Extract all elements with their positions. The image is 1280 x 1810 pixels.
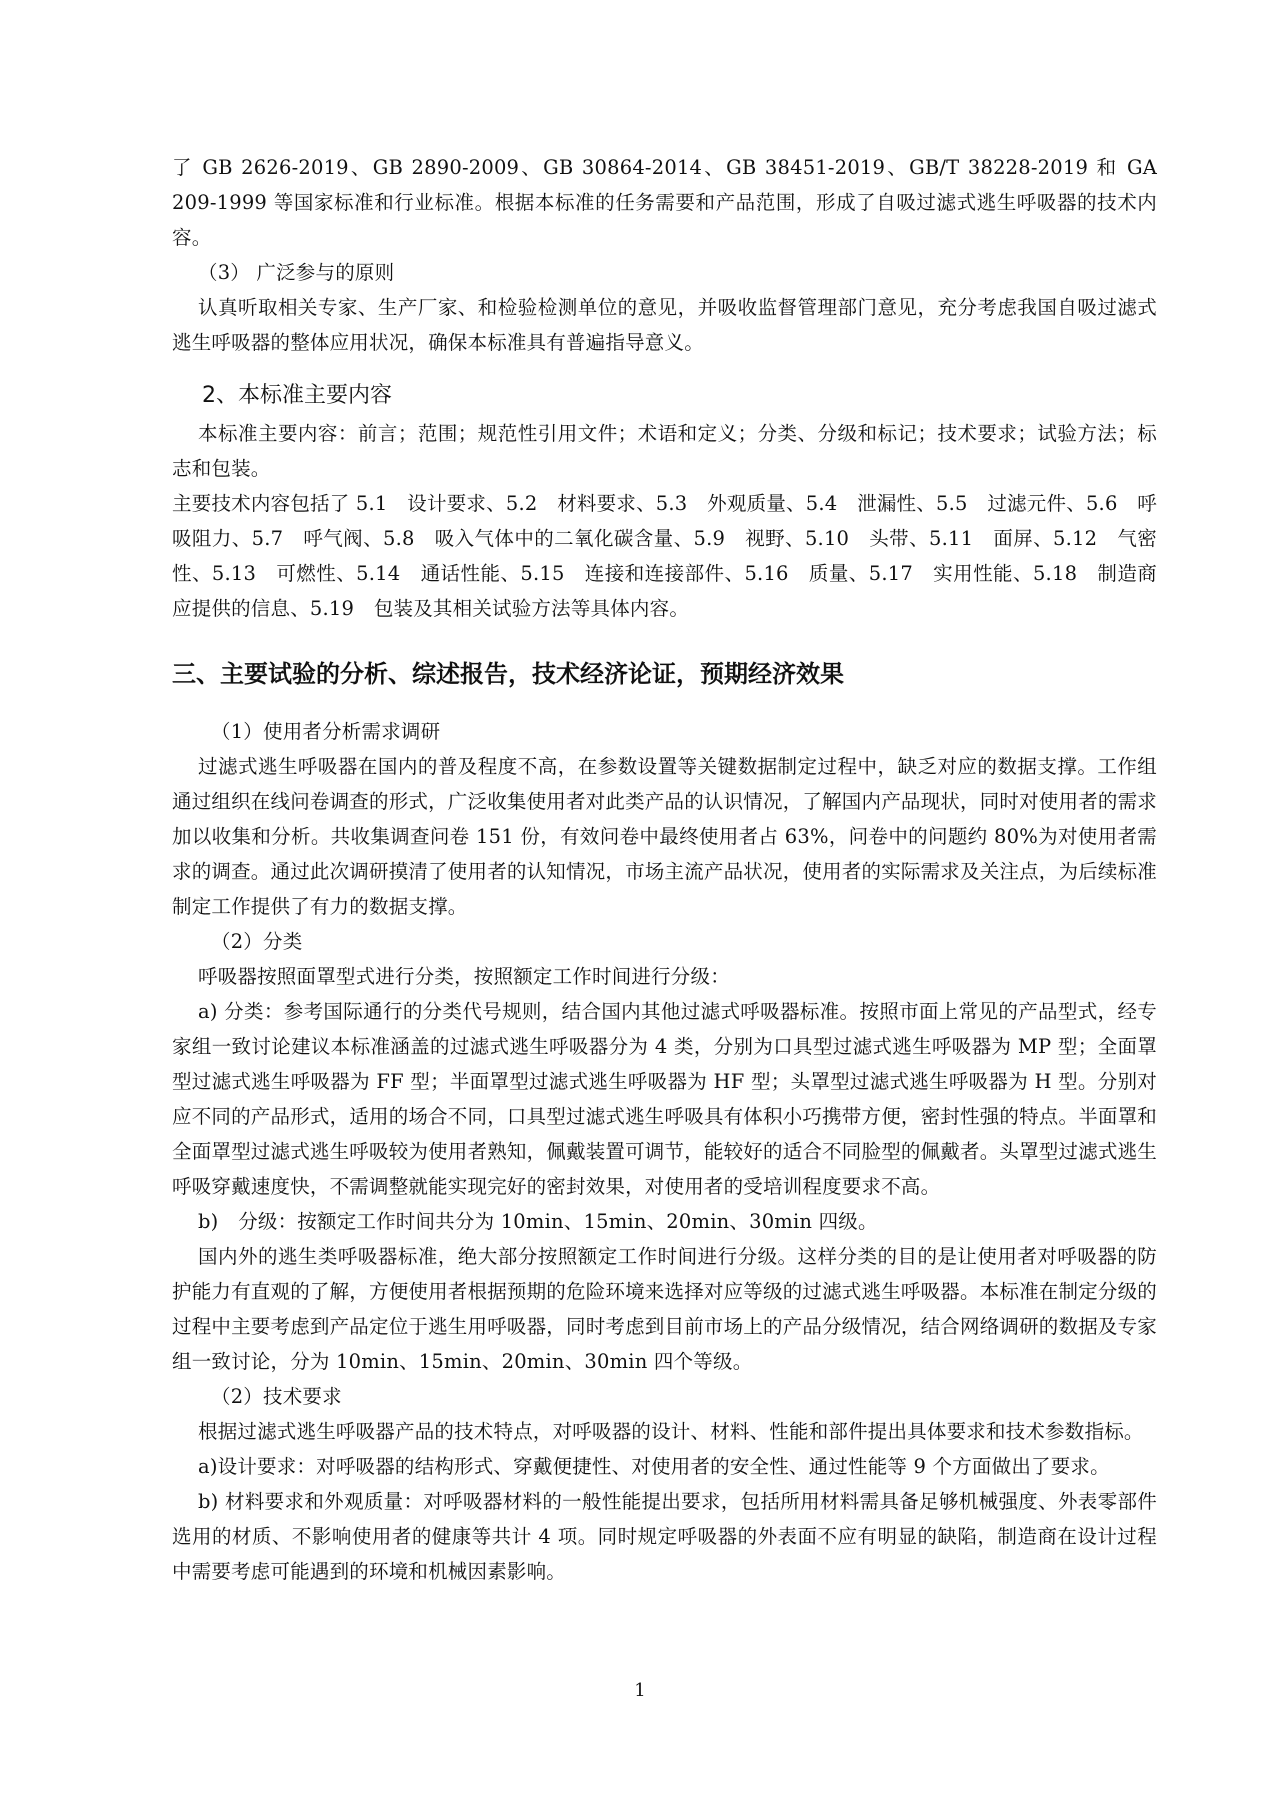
heading-technical-requirements: （2）技术要求 <box>211 1385 342 1408</box>
chapter-heading-analysis: 三、主要试验的分析、综述报告，技术经济论证，预期经济效果 <box>172 660 844 688</box>
paragraph-classification-a: a) 分类：参考国际通行的分类代号规则，结合国内其他过滤式呼吸器标准。按照市面上常见的产品型式，经专家组一致讨论建议本标准涵盖的过滤式逃生呼吸器分为 4 类，分别为口具型过滤式逃生呼吸器为 MP 型；全面罩型过滤式逃生呼吸器为 FF 型；半面罩型过滤式逃生呼吸器为 HF 型；头罩型过滤式逃生呼吸器为 H 型。分别对应不同的产品形式，适用的场合不同，口具型过滤式逃生呼吸具有体积小巧携带方便，密封性强的特点。半面罩和全面罩型过滤式逃生呼吸较为使用者熟知，佩戴装置可调节，能较好的适合不同脸型的佩戴者。头罩型过滤式逃生呼吸穿戴速度快，不需调整就能实现完好的密封效果，对使用者的受培训程度要求不高。 <box>172 1000 1158 1198</box>
paragraph-material-requirements: b) 材料要求和外观质量：对呼吸器材料的一般性能提出要求，包括所用材料需具备足够机械强度、外表零部件选用的材质、不影响使用者的健康等共计 4 项。同时规定呼吸器的外表面不应有明显的缺陷，制造商在设计过程中需要考虑可能遇到的环境和机械因素影响。 <box>172 1490 1157 1583</box>
page-body <box>172 150 1157 1589</box>
heading-classification: （2）分类 <box>211 930 303 953</box>
paragraph-grading-b: b) 分级：按额定工作时间共分为 10min、15min、20min、30min 四级。 <box>198 1210 878 1233</box>
paragraph-principle-3: 认真听取相关专家、生产厂家、和检验检测单位的意见，并吸收监督管理部门意见，充分考虑我国自吸过滤式逃生呼吸器的整体应用状况，确保本标准具有普遍指导意义。 <box>172 296 1157 354</box>
section-heading-main-content: 2、本标准主要内容 <box>202 383 392 408</box>
heading-principle-3: （3） 广泛参与的原则 <box>198 261 395 284</box>
paragraph-standards-list: 了 GB 2626-2019、GB 2890-2009、GB 30864-2014、GB 38451-2019、GB/T 38228-2019 和 GA 209-1999 等国家标准和行业标准。根据本标准的任务需要和产品范围，形成了自吸过滤式逃生呼吸器的技术内容。 <box>172 156 1157 249</box>
heading-user-survey: （1）使用者分析需求调研 <box>211 720 441 743</box>
paragraph-design-requirements: a)设计要求：对呼吸器的结构形式、穿戴便捷性、对使用者的安全性、通过性能等 9 个方面做出了要求。 <box>198 1455 1110 1478</box>
page-number: 1 <box>634 1680 646 1701</box>
paragraph-user-survey: 过滤式逃生呼吸器在国内的普及程度不高，在参数设置等关键数据制定过程中，缺乏对应的数据支撑。工作组通过组织在线问卷调查的形式，广泛收集使用者对此类产品的认识情况，了解国内产品现状，同时对使用者的需求加以收集和分析。共收集调查问卷 151 份，有效问卷中最终使用者占 63%，问卷中的问题约 80%为对使用者需求的调查。通过此次调研摸清了使用者的认知情况，市场主流产品状况，使用者的实际需求及关注点，为后续标准制定工作提供了有力的数据支撑。 <box>172 755 1158 918</box>
paragraph-technical-requirements: 根据过滤式逃生呼吸器产品的技术特点，对呼吸器的设计、材料、性能和部件提出具体要求和技术参数指标。 <box>198 1420 1144 1443</box>
paragraph-classification-intro: 呼吸器按照面罩型式进行分类，按照额定工作时间进行分级： <box>198 965 730 988</box>
paragraph-technical-content: 主要技术内容包括了 5.1 设计要求、5.2 材料要求、5.3 外观质量、5.4 泄漏性、5.5 过滤元件、5.6 呼吸阻力、5.7 呼气阀、5.8 吸入气体中的二氧化碳含量、5.9 视野、5.10 头带、5.11 面屏、5.12 气密性、5.13 可燃性、5.14 通话性能、5.15 连接和连接部件、5.16 质量、5.17 实用性能、5.18 制造商应提供的信息、5.19 包装及其相关试验方法等具体内容。 <box>172 492 1157 620</box>
paragraph-main-content: 本标准主要内容：前言；范围；规范性引用文件；术语和定义；分类、分级和标记；技术要求；试验方法；标志和包装。 <box>172 422 1157 480</box>
paragraph-grading-detail: 国内外的逃生类呼吸器标准，绝大部分按照额定工作时间进行分级。这样分类的目的是让使用者对呼吸器的防护能力有直观的了解，方便使用者根据预期的危险环境来选择对应等级的过滤式逃生呼吸器。本标准在制定分级的过程中主要考虑到产品定位于逃生用呼吸器，同时考虑到目前市场上的产品分级情况，结合网络调研的数据及专家组一致讨论，分为 10min、15min、20min、30min 四个等级。 <box>172 1245 1158 1373</box>
